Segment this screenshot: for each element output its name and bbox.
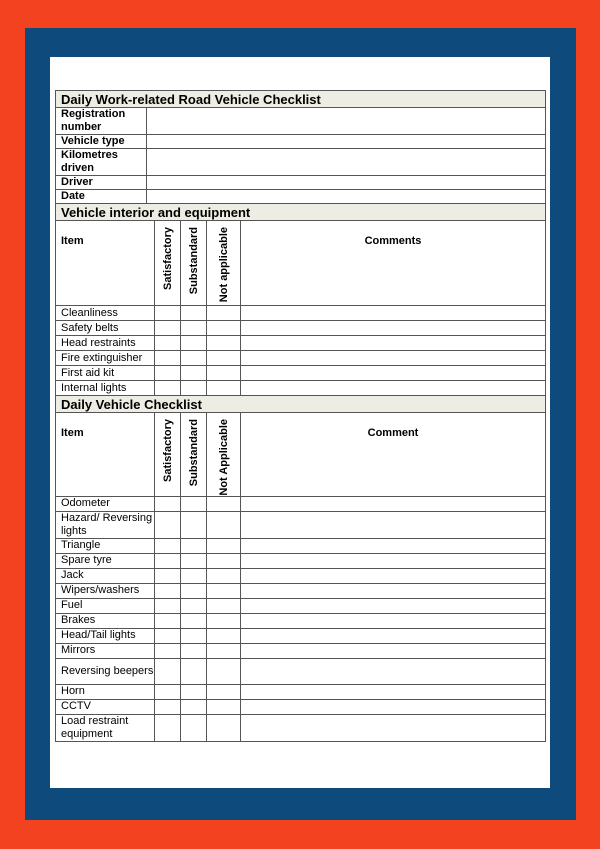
- substandard-cell[interactable]: [181, 511, 207, 538]
- comment-cell[interactable]: [241, 321, 546, 336]
- satisfactory-cell[interactable]: [155, 511, 181, 538]
- comment-cell[interactable]: [241, 613, 546, 628]
- substandard-cell[interactable]: [181, 496, 207, 511]
- satisfactory-cell[interactable]: [155, 699, 181, 714]
- column-header-not-applicable: Not Applicable: [217, 419, 230, 496]
- not-applicable-cell[interactable]: [207, 658, 241, 684]
- comment-cell[interactable]: [241, 628, 546, 643]
- daily-item-row: [56, 658, 546, 684]
- comment-cell[interactable]: [241, 351, 546, 366]
- item-label: Load restraint equipment: [56, 714, 155, 741]
- not-applicable-cell[interactable]: [207, 306, 241, 321]
- comment-cell[interactable]: [241, 699, 546, 714]
- substandard-cell[interactable]: [181, 336, 207, 351]
- comment-cell[interactable]: [241, 568, 546, 583]
- substandard-cell[interactable]: [181, 598, 207, 613]
- satisfactory-cell[interactable]: [155, 366, 181, 381]
- satisfactory-cell[interactable]: [155, 568, 181, 583]
- column-header-comments: Comments: [241, 221, 546, 306]
- substandard-cell[interactable]: [181, 684, 207, 699]
- info-value-field[interactable]: [147, 190, 546, 204]
- not-applicable-cell[interactable]: [207, 598, 241, 613]
- info-row-registration: [56, 108, 546, 135]
- substandard-cell[interactable]: [181, 643, 207, 658]
- info-label: Registration number: [56, 108, 147, 135]
- daily-item-row: [56, 628, 546, 643]
- info-label: Driver: [56, 176, 147, 190]
- comment-cell[interactable]: [241, 598, 546, 613]
- comment-cell[interactable]: [241, 306, 546, 321]
- comment-cell[interactable]: [241, 336, 546, 351]
- checklist-table: [55, 90, 546, 742]
- section-title-interior: Vehicle interior and equipment: [56, 204, 546, 221]
- daily-header-row: [56, 413, 546, 497]
- satisfactory-cell[interactable]: [155, 628, 181, 643]
- substandard-cell[interactable]: [181, 714, 207, 741]
- column-header-item: Item: [56, 413, 155, 497]
- satisfactory-cell[interactable]: [155, 351, 181, 366]
- not-applicable-cell[interactable]: [207, 351, 241, 366]
- item-label: Jack: [56, 568, 155, 583]
- not-applicable-cell[interactable]: [207, 684, 241, 699]
- not-applicable-cell[interactable]: [207, 699, 241, 714]
- satisfactory-cell[interactable]: [155, 381, 181, 396]
- substandard-cell[interactable]: [181, 366, 207, 381]
- comment-cell[interactable]: [241, 511, 546, 538]
- interior-header-row: [56, 221, 546, 306]
- substandard-cell[interactable]: [181, 553, 207, 568]
- daily-item-row: [56, 568, 546, 583]
- item-label: Safety belts: [56, 321, 155, 336]
- column-header-substandard: Substandard: [187, 419, 200, 487]
- substandard-cell[interactable]: [181, 628, 207, 643]
- satisfactory-cell[interactable]: [155, 583, 181, 598]
- daily-item-row: [56, 684, 546, 699]
- info-label: Date: [56, 190, 147, 204]
- item-label: CCTV: [56, 699, 155, 714]
- interior-item-row: [56, 336, 546, 351]
- interior-item-row: [56, 366, 546, 381]
- checklist-title: Daily Work-related Road Vehicle Checklist: [56, 91, 546, 108]
- comment-cell[interactable]: [241, 496, 546, 511]
- comment-cell[interactable]: [241, 583, 546, 598]
- not-applicable-cell[interactable]: [207, 553, 241, 568]
- daily-item-row: [56, 553, 546, 568]
- item-label: Triangle: [56, 538, 155, 553]
- info-value-field[interactable]: [147, 108, 546, 135]
- comment-cell[interactable]: [241, 366, 546, 381]
- daily-item-row: [56, 583, 546, 598]
- not-applicable-cell[interactable]: [207, 538, 241, 553]
- info-label: Vehicle type: [56, 135, 147, 149]
- comment-cell[interactable]: [241, 658, 546, 684]
- substandard-cell[interactable]: [181, 658, 207, 684]
- satisfactory-cell[interactable]: [155, 658, 181, 684]
- info-value-field[interactable]: [147, 149, 546, 176]
- comment-cell[interactable]: [241, 553, 546, 568]
- item-label: Hazard/ Reversing lights: [56, 511, 155, 538]
- satisfactory-cell[interactable]: [155, 538, 181, 553]
- satisfactory-cell[interactable]: [155, 684, 181, 699]
- comment-cell[interactable]: [241, 643, 546, 658]
- satisfactory-cell[interactable]: [155, 714, 181, 741]
- substandard-cell[interactable]: [181, 321, 207, 336]
- column-header-comment: Comment: [241, 413, 546, 497]
- substandard-cell[interactable]: [181, 306, 207, 321]
- item-label: Spare tyre: [56, 553, 155, 568]
- item-label: Brakes: [56, 613, 155, 628]
- column-header-not-applicable: Not applicable: [217, 227, 230, 303]
- satisfactory-cell[interactable]: [155, 496, 181, 511]
- not-applicable-cell[interactable]: [207, 628, 241, 643]
- not-applicable-cell[interactable]: [207, 336, 241, 351]
- daily-item-row: [56, 538, 546, 553]
- not-applicable-cell[interactable]: [207, 321, 241, 336]
- item-label: Wipers/washers: [56, 583, 155, 598]
- item-label: First aid kit: [56, 366, 155, 381]
- item-label: Head restraints: [56, 336, 155, 351]
- item-label: Fire extinguisher: [56, 351, 155, 366]
- item-label: Odometer: [56, 496, 155, 511]
- satisfactory-cell[interactable]: [155, 643, 181, 658]
- satisfactory-cell[interactable]: [155, 321, 181, 336]
- comment-cell[interactable]: [241, 714, 546, 741]
- daily-item-row: [56, 613, 546, 628]
- comment-cell[interactable]: [241, 684, 546, 699]
- comment-cell[interactable]: [241, 538, 546, 553]
- substandard-cell[interactable]: [181, 568, 207, 583]
- item-label: Mirrors: [56, 643, 155, 658]
- not-applicable-cell[interactable]: [207, 583, 241, 598]
- not-applicable-cell[interactable]: [207, 714, 241, 741]
- item-label: Horn: [56, 684, 155, 699]
- daily-item-row: [56, 643, 546, 658]
- not-applicable-cell[interactable]: [207, 613, 241, 628]
- column-header-satisfactory: Satisfactory: [161, 227, 174, 290]
- section-title-daily: Daily Vehicle Checklist: [56, 396, 546, 413]
- daily-item-row: [56, 598, 546, 613]
- info-value-field[interactable]: [147, 176, 546, 190]
- substandard-cell[interactable]: [181, 381, 207, 396]
- substandard-cell[interactable]: [181, 351, 207, 366]
- not-applicable-cell[interactable]: [207, 511, 241, 538]
- not-applicable-cell[interactable]: [207, 568, 241, 583]
- item-label: Internal lights: [56, 381, 155, 396]
- interior-item-row: [56, 351, 546, 366]
- info-value-field[interactable]: [147, 135, 546, 149]
- comment-cell[interactable]: [241, 381, 546, 396]
- column-header-substandard: Substandard: [187, 227, 200, 295]
- info-row-vehicle-type: [56, 135, 546, 149]
- info-label: Kilometres driven: [56, 149, 147, 176]
- item-label: Head/Tail lights: [56, 628, 155, 643]
- info-row-driver: [56, 176, 546, 190]
- satisfactory-cell[interactable]: [155, 553, 181, 568]
- substandard-cell[interactable]: [181, 613, 207, 628]
- not-applicable-cell[interactable]: [207, 381, 241, 396]
- item-label: Reversing beepers: [56, 658, 155, 684]
- not-applicable-cell[interactable]: [207, 643, 241, 658]
- satisfactory-cell[interactable]: [155, 336, 181, 351]
- not-applicable-cell[interactable]: [207, 366, 241, 381]
- satisfactory-cell[interactable]: [155, 613, 181, 628]
- item-label: Fuel: [56, 598, 155, 613]
- satisfactory-cell[interactable]: [155, 306, 181, 321]
- daily-item-row: [56, 714, 546, 741]
- interior-item-row: [56, 306, 546, 321]
- info-row-kilometres: [56, 149, 546, 176]
- column-header-item: Item: [56, 221, 155, 306]
- satisfactory-cell[interactable]: [155, 598, 181, 613]
- not-applicable-cell[interactable]: [207, 496, 241, 511]
- interior-item-row: [56, 381, 546, 396]
- daily-item-row: [56, 699, 546, 714]
- column-header-satisfactory: Satisfactory: [161, 419, 174, 482]
- info-row-date: [56, 190, 546, 204]
- substandard-cell[interactable]: [181, 699, 207, 714]
- substandard-cell[interactable]: [181, 583, 207, 598]
- item-label: Cleanliness: [56, 306, 155, 321]
- substandard-cell[interactable]: [181, 538, 207, 553]
- interior-item-row: [56, 321, 546, 336]
- daily-item-row: [56, 511, 546, 538]
- daily-item-row: [56, 496, 546, 511]
